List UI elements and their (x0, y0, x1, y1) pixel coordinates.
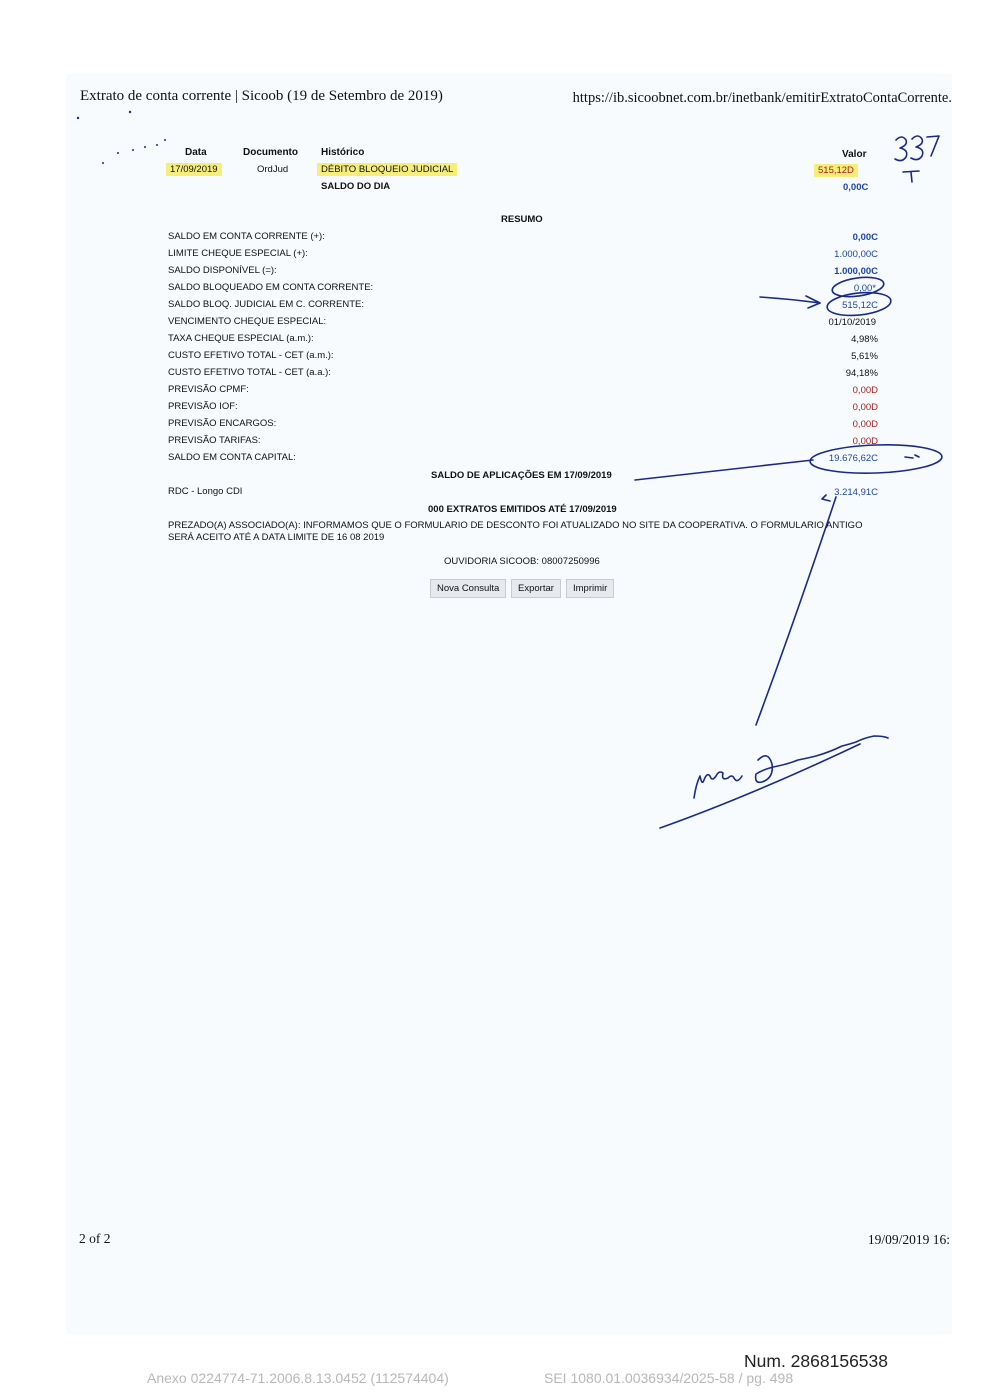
resumo-label: PREVISÃO CPMF: (168, 384, 249, 395)
resumo-label: SALDO EM CONTA CORRENTE (+): (168, 231, 325, 242)
resumo-value: 94,18% (845, 368, 878, 379)
resumo-label: LIMITE CHEQUE ESPECIAL (+): (168, 248, 308, 259)
document-url: https://ib.sicoobnet.com.br/inetbank/emitirExtratoContaCorrente. (572, 90, 952, 106)
resumo-label: PREVISÃO ENCARGOS: (168, 418, 277, 429)
column-header-documento: Documento (243, 147, 298, 158)
table-row-1-value: 515,12D (814, 164, 858, 177)
notice-message: PREZADO(A) ASSOCIADO(A): INFORMAMOS QUE O FORMULARIO DE DESCONTO FOI ATUALIZADO NO SITE DA COOPERATIVA. O FORMULARIO ANTIGO SERÁ ACEITO ATÉ A DATA LIMITE DE 16 08 2019 (168, 520, 863, 543)
print-timestamp: 19/09/2019 16: (867, 1232, 950, 1247)
resumo-label: SALDO DISPONÍVEL (=): (168, 265, 277, 276)
resumo-label: TAXA CHEQUE ESPECIAL (a.m.): (168, 333, 314, 344)
imprimir-button[interactable]: Imprimir (566, 579, 614, 598)
column-header-historico: Histórico (321, 147, 365, 158)
table-row-2-value: 0,00C (843, 182, 869, 193)
aplicacao-label: RDC - Longo CDI (168, 486, 243, 497)
column-header-data: Data (185, 147, 207, 158)
resumo-label: PREVISÃO IOF: (168, 401, 238, 412)
aplicacao-value: 3.214,91C (834, 487, 878, 498)
resumo-value: 5,61% (851, 351, 878, 362)
resumo-label: SALDO BLOQ. JUDICIAL EM C. CORRENTE: (168, 299, 365, 310)
sei-reference: SEI 1080.01.0036934/2025-58 / pg. 498 (544, 1370, 794, 1386)
exportar-button[interactable]: Exportar (511, 579, 561, 598)
resumo-value: 0,00D (852, 385, 878, 396)
resumo-label: CUSTO EFETIVO TOTAL - CET (a.m.): (168, 350, 334, 361)
table-row-1-document: OrdJud (257, 164, 289, 175)
ouvidoria-info: OUVIDORIA SICOOB: 08007250996 (444, 556, 600, 567)
document-number: Num. 2868156538 (744, 1351, 888, 1371)
resumo-value: 1.000,00C (834, 266, 878, 277)
resumo-value: 1.000,00C (834, 249, 878, 260)
resumo-value: 515,12C (842, 300, 878, 311)
table-row-2-history: SALDO DO DIA (321, 181, 391, 192)
page-number: 2 of 2 (79, 1231, 111, 1246)
column-header-valor: Valor (842, 149, 867, 160)
resumo-value: 0,00* (853, 283, 876, 294)
document-sheet (66, 74, 952, 1334)
resumo-value: 19.676,62C (828, 453, 878, 464)
resumo-title: RESUMO (501, 214, 543, 225)
resumo-label: VENCIMENTO CHEQUE ESPECIAL: (168, 316, 327, 327)
document-title: Extrato de conta corrente | Sicoob (19 de Setembro de 2019) (80, 88, 443, 104)
extratos-title: 000 EXTRATOS EMITIDOS ATÉ 17/09/2019 (428, 504, 617, 515)
resumo-value: 0,00D (852, 436, 878, 447)
anexo-reference: Anexo 0224774-71.2006.8.13.0452 (112574404) (147, 1370, 449, 1386)
resumo-value: 0,00D (852, 419, 878, 430)
resumo-value: 0,00C (852, 232, 878, 243)
aplicacoes-title: SALDO DE APLICAÇÕES EM 17/09/2019 (431, 470, 612, 481)
resumo-value: 4,98% (851, 334, 878, 345)
table-row-1-date: 17/09/2019 (166, 163, 222, 176)
resumo-label: SALDO BLOQUEADO EM CONTA CORRENTE: (168, 282, 374, 293)
resumo-label: CUSTO EFETIVO TOTAL - CET (a.a.): (168, 367, 331, 378)
resumo-value: 01/10/2019 (828, 317, 876, 328)
resumo-value: 0,00D (852, 402, 878, 413)
table-row-1-history: DÉBITO BLOQUEIO JUDICIAL (317, 163, 457, 176)
nova-consulta-button[interactable]: Nova Consulta (430, 579, 506, 598)
resumo-label: PREVISÃO TARIFAS: (168, 435, 261, 446)
resumo-label: SALDO EM CONTA CAPITAL: (168, 452, 296, 463)
